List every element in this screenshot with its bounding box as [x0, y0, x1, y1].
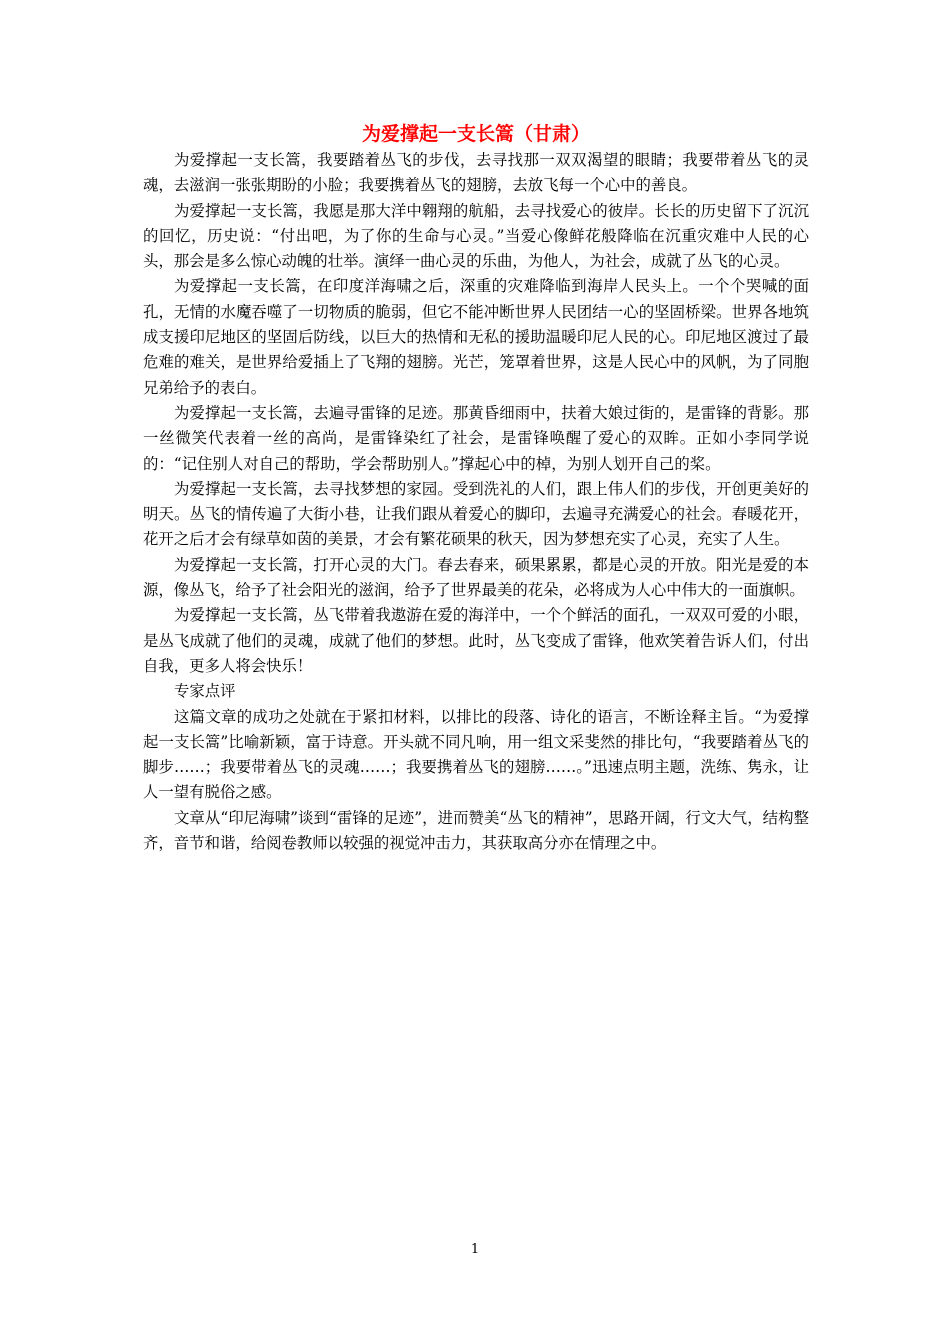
comment-heading: 专家点评: [174, 682, 236, 701]
paragraph: 为爱撑起一支长篙，打开心灵的大门。春去春来，硕果累累，都是心灵的开放。阳光是爱的本源，像丛飞，给予了社会阳光的滋润，给予了世界最美的花朵，必将成为人心中伟大的一面旗帜。: [143, 555, 809, 600]
document-body: [143, 120, 809, 856]
paragraph: 为爱撑起一支长篙，我愿是那大洋中翱翔的航船，去寻找爱心的彼岸。长长的历史留下了沉沉的回忆，历史说：“付出吧，为了你的生命与心灵。”当爱心像鲜花般降临在沉重灾难中人民的心头，那会是多么惊心动魄的壮举。演绎一曲心灵的乐曲，为他人，为社会，成就了丛飞的心灵。: [143, 201, 809, 271]
paragraph: 为爱撑起一支长篙，在印度洋海啸之后，深重的灾难降临到海岸人民头上。一个个哭喊的面孔，无情的水魔吞噬了一切物质的脆弱，但它不能冲断世界人民团结一心的坚固桥梁。世界各地筑成支援印尼地区的坚固后防线，以巨大的热情和无私的援助温暖印尼人民的心。印尼地区渡过了最危难的难关，是世界给爱插上了飞翔的翅膀。光芒，笼罩着世界，这是人民心中的风帆，为了同胞兄弟给予的表白。: [143, 277, 809, 397]
page-number: 1: [470, 1242, 480, 1257]
comment-paragraph: 文章从“印尼海啸”谈到“雷锋的足迹”，进而赞美“丛飞的精神”，思路开阔，行文大气，结构整齐，音节和谐，给阅卷教师以较强的视觉冲击力，其获取高分亦在情理之中。: [143, 808, 809, 853]
paragraph: 为爱撑起一支长篙，丛飞带着我遨游在爱的海洋中，一个个鲜活的面孔，一双双可爱的小眼，是丛飞成就了他们的灵魂，成就了他们的梦想。此时，丛飞变成了雷锋，他欢笑着告诉人们，付出自我，更多人将会快乐！: [143, 606, 809, 675]
comment-paragraph: 这篇文章的成功之处就在于紧扣材料，以排比的段落、诗化的语言，不断诠释主旨。“为爱撑起一支长篙”比喻新颖，富于诗意。开头就不同凡响，用一组文采斐然的排比句，“我要踏着丛飞的脚步……；我要带着丛飞的灵魂……；我要携着丛飞的翅膀……。”迅速点明主题，洗练、隽永，让人一望有脱俗之感。: [143, 707, 809, 802]
paragraph: 为爱撑起一支长篙，去遍寻雷锋的足迹。那黄昏细雨中，扶着大娘过街的，是雷锋的背影。那一丝微笑代表着一丝的高尚，是雷锋染红了社会，是雷锋唤醒了爱心的双眸。正如小李同学说的：“记住别人对自己的帮助，学会帮助别人。”撑起心中的棹，为别人划开自己的桨。: [143, 403, 809, 473]
document-title: 为爱撑起一支长篙（甘肃）: [361, 123, 590, 145]
paragraph: 为爱撑起一支长篙，去寻找梦想的家园。受到洗礼的人们，跟上伟人们的步伐，开创更美好的明天。丛飞的情传遍了大街小巷，让我们跟从着爱心的脚印，去遍寻充满爱心的社会。春暖花开，花开之后才会有绿草如茵的美景，才会有繁花硕果的秋天，因为梦想充实了心灵，充实了人生。: [143, 479, 809, 549]
paragraph: 为爱撑起一支长篙，我要踏着丛飞的步伐，去寻找那一双双渴望的眼睛；我要带着丛飞的灵魂，去滋润一张张期盼的小脸；我要携着丛飞的翅膀，去放飞每一个心中的善良。: [143, 151, 809, 195]
